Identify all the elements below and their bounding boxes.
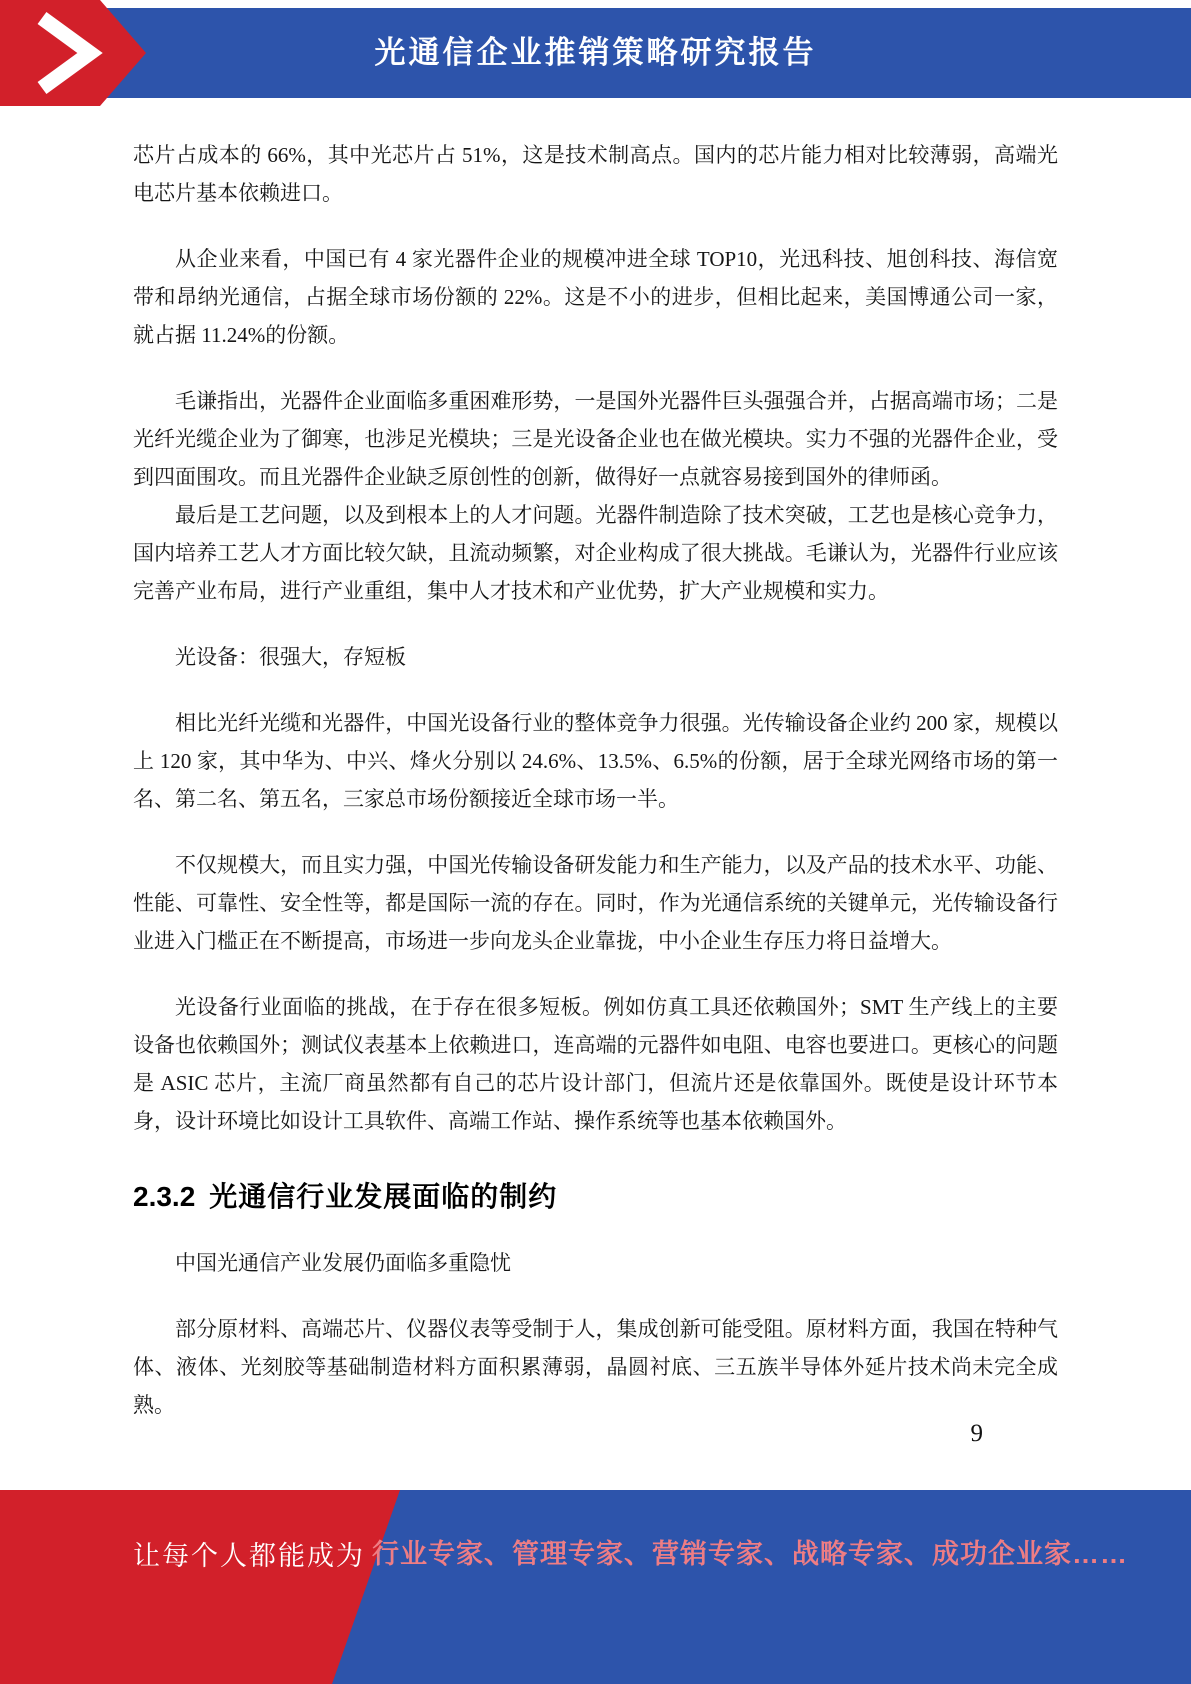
section-heading-text: 光通信行业发展面临的制约 xyxy=(209,1181,558,1212)
report-title: 光通信企业推销策略研究报告 xyxy=(374,35,817,70)
paragraph: 毛谦指出，光器件企业面临多重困难形势，一是国外光器件巨头强强合并，占据高端市场；二是光纤光缆企业为了御寒，也涉足光模块；三是光设备企业也在做光模块。实力不强的光器件企业，受到四面围攻。而且光器件企业缺乏原创性的创新，做得好一点就容易接到国外的律师函。 xyxy=(133,389,1058,489)
paragraph: 中国光通信产业发展仍面临多重隐忧 xyxy=(175,1251,511,1275)
section-heading xyxy=(133,1178,1058,1216)
page-body xyxy=(0,106,1191,1424)
footer xyxy=(0,1490,1191,1684)
footer-right-text: 行业专家、管理专家、营销专家、战略专家、成功企业家…… xyxy=(372,1539,1128,1569)
footer-left-text: 让每个人都能成为 xyxy=(133,1541,365,1571)
paragraph: 光设备行业面临的挑战，在于存在很多短板。例如仿真工具还依赖国外；SMT 生产线上的主要设备也依赖国外；测试仪表基本上依赖进口，连高端的元器件如电阻、电容也要进口。更核心的问题是 ASIC 芯片，主流厂商虽然都有自己的芯片设计部门，但流片还是依靠国外。既使是设计环节本身，设计环境比如设计工具软件、高端工作站、操作系统等也基本依赖国外。 xyxy=(133,995,1058,1133)
paragraph: 芯片占成本的 66%，其中光芯片占 51%，这是技术制高点。国内的芯片能力相对比较薄弱，高端光电芯片基本依赖进口。 xyxy=(133,143,1058,205)
paragraph: 部分原材料、高端芯片、仪器仪表等受制于人，集成创新可能受阻。原材料方面，我国在特种气体、液体、光刻胶等基础制造材料方面积累薄弱，晶圆衬底、三五族半导体外延片技术尚未完全成熟。 xyxy=(133,1317,1058,1417)
page-number: 9 xyxy=(970,1420,983,1447)
footer-red-shape xyxy=(0,1490,400,1684)
header-banner xyxy=(0,0,1191,106)
paragraph: 不仅规模大，而且实力强，中国光传输设备研发能力和生产能力，以及产品的技术水平、功能、性能、可靠性、安全性等，都是国际一流的存在。同时，作为光通信系统的关键单元，光传输设备行业进入门槛正在不断提高，市场进一步向龙头企业靠拢，中小企业生存压力将日益增大。 xyxy=(133,853,1058,953)
section-heading-number: 2.3.2 xyxy=(133,1181,196,1212)
paragraph: 相比光纤光缆和光器件，中国光设备行业的整体竞争力很强。光传输设备企业约 200 家，规模以上 120 家，其中华为、中兴、烽火分别以 24.6%、13.5%、6.5%的份额，居于全球光网络市场的第一名、第二名、第五名，三家总市场份额接近全球市场一半。 xyxy=(133,711,1058,811)
paragraph: 光设备：很强大，存短板 xyxy=(175,645,406,669)
paragraph: 最后是工艺问题，以及到根本上的人才问题。光器件制造除了技术突破，工艺也是核心竞争力，国内培养工艺人才方面比较欠缺，且流动频繁，对企业构成了很大挑战。毛谦认为，光器件行业应该完善产业布局，进行产业重组，集中人才技术和产业优势，扩大产业规模和实力。 xyxy=(133,503,1058,603)
paragraph: 从企业来看，中国已有 4 家光器件企业的规模冲进全球 TOP10，光迅科技、旭创科技、海信宽带和昂纳光通信，占据全球市场份额的 22%。这是不小的进步，但相比起来，美国博通公司一家，就占据 11.24%的份额。 xyxy=(133,247,1058,347)
